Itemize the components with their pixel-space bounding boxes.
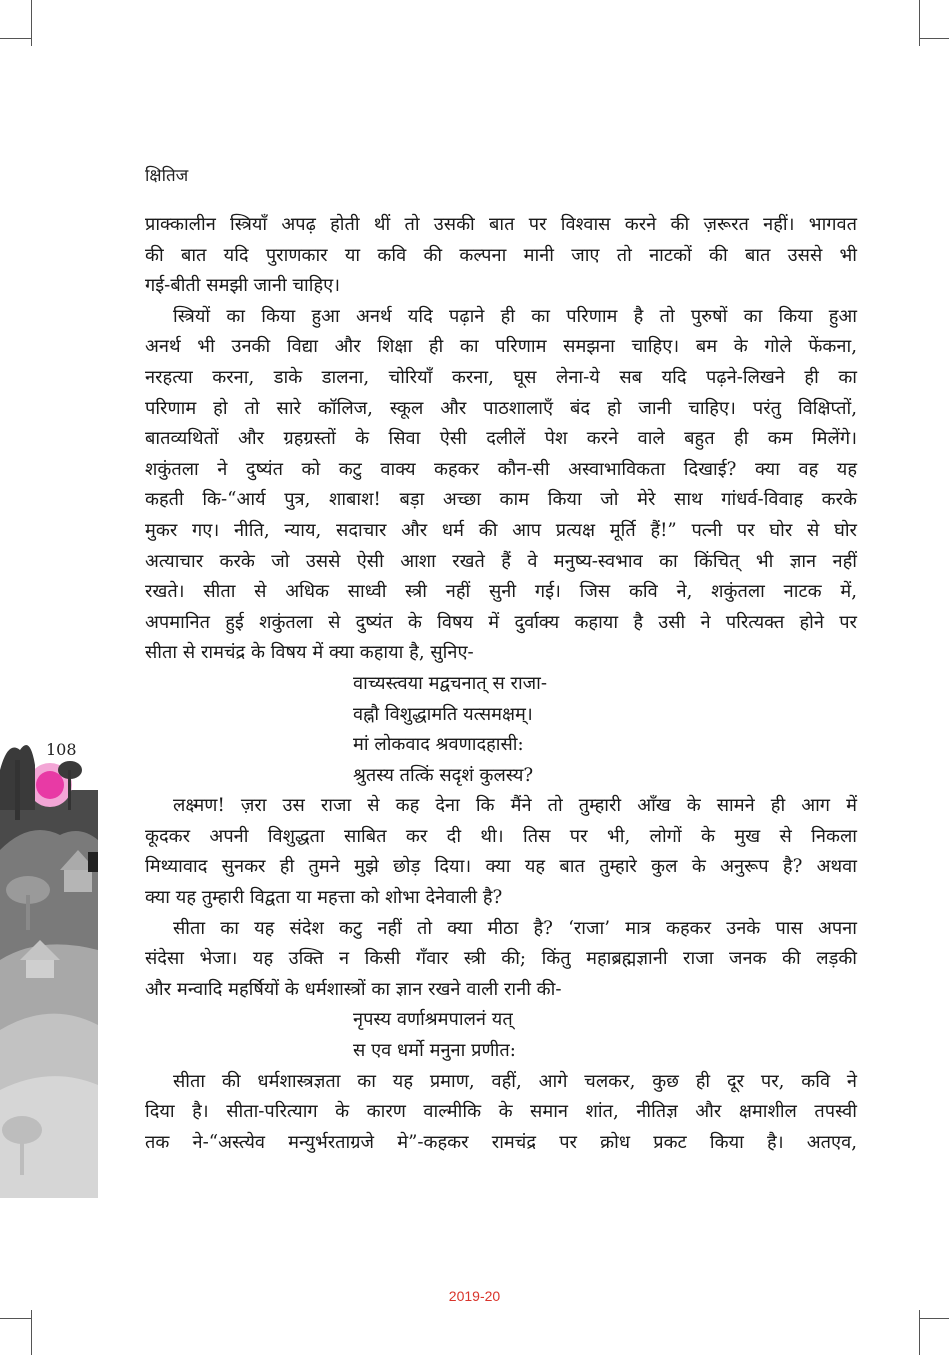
text-line: तक ने-“अस्त्येव मन्युर्भरताग्रजे मे”-कहकर रामचंद्र पर क्रोध प्रकट किया है। अतएव, bbox=[145, 1131, 857, 1153]
text-line: सीता से रामचंद्र के विषय में क्या कहाया है, सुनिए- bbox=[145, 642, 474, 664]
text-line: स्त्रियों का किया हुआ अनर्थ यदि पढ़ाने ही का परिणाम है तो पुरुषों का किया हुआ bbox=[173, 305, 857, 327]
text-line: अपमानित हुई शकुंतला से दुष्यंत के विषय में दुर्वाक्य कहाया है उसी ने परित्यक्त होने पर bbox=[145, 611, 857, 633]
verse-line: वह्नौ विशुद्धामति यत्समक्षम्। bbox=[353, 703, 533, 725]
side-illustration bbox=[0, 730, 98, 1198]
paragraph-5 bbox=[145, 1067, 857, 1159]
text-line: अत्याचार करके जो उससे ऐसी आशा रखते हैं वे मनुष्य-स्वभाव का किंचित् भी ज्ञान नहीं bbox=[145, 550, 857, 572]
verse-line: स एव धर्मो मनुना प्रणीत: bbox=[353, 1040, 516, 1062]
crop-mark-top-right-v bbox=[919, 0, 920, 46]
crop-mark-bottom-right-v bbox=[919, 1310, 920, 1355]
text-line: कहती कि-“आर्य पुत्र, शाबाश! बड़ा अच्छा काम किया जो मेरे साथ गांधर्व-विवाह करके bbox=[145, 489, 857, 511]
paragraph-1 bbox=[145, 210, 857, 302]
text-line: नरहत्या करना, डाके डालना, चोरियाँ करना, घूस लेना-ये सब यदि पढ़ने-लिखने ही का bbox=[145, 366, 857, 388]
text-line: प्राक्कालीन स्त्रियाँ अपढ़ होती थीं तो उसकी बात पर विश्वास करने की ज़रूरत नहीं। भागवत bbox=[145, 214, 857, 235]
sanskrit-verse-2 bbox=[145, 1005, 857, 1066]
text-line: की बात यदि पुराणकार या कवि की कल्पना मानी जाए तो नाटकों की बात उससे भी bbox=[145, 244, 857, 266]
text-line: क्या यह तुम्हारी विद्वता या महत्ता को शोभा देनेवाली है? bbox=[145, 887, 503, 909]
text-line: परिणाम हो तो सारे कॉलिज, स्कूल और पाठशालाएँ बंद हो जानी चाहिए। परंतु विक्षिप्तों, bbox=[145, 397, 857, 419]
text-line: सीता की धर्मशास्त्रज्ञता का यह प्रमाण, वहीं, आगे चलकर, कुछ ही दूर पर, कवि ने bbox=[173, 1070, 857, 1092]
crop-mark-bottom-left-h bbox=[0, 1318, 32, 1319]
text-line: शकुंतला ने दुष्यंत को कटु वाक्य कहकर कौन-सी अस्वाभाविकता दिखाई? क्या वह यह bbox=[145, 458, 857, 480]
text-line: मिथ्यावाद सुनकर ही तुमने मुझे छोड़ दिया। क्या यह बात तुम्हारे कुल के अनुरूप है? अथवा bbox=[145, 856, 857, 878]
text-line: अनर्थ भी उनकी विद्या और शिक्षा ही का परिणाम समझना चाहिए। बम के गोले फेंकना, bbox=[145, 336, 857, 358]
book-title-header: क्षितिज bbox=[145, 166, 189, 186]
text-line: दिया है। सीता-परित्याग के कारण वाल्मीकि के समान शांत, नीतिज्ञ और क्षमाशील तपस्वी bbox=[145, 1101, 857, 1123]
text-line: संदेसा भेजा। यह उक्ति न किसी गँवार स्त्री की; किंतु महाब्रह्मज्ञानी राजा जनक की लड़की bbox=[145, 948, 857, 970]
paragraph-2 bbox=[145, 302, 857, 669]
paragraph-3 bbox=[145, 791, 857, 913]
page-body bbox=[145, 210, 857, 1158]
sanskrit-verse-1 bbox=[145, 669, 857, 791]
crop-mark-top-left-v bbox=[31, 0, 32, 46]
text-line: और मन्वादि महर्षियों के धर्मशास्त्रों का ज्ञान रखने वाली रानी की- bbox=[145, 978, 562, 1000]
paragraph-4 bbox=[145, 914, 857, 1006]
text-line: लक्ष्मण! ज़रा उस राजा से कह देना कि मैंने तो तुम्हारी आँख के सामने ही आग में bbox=[173, 795, 857, 817]
text-line: कूदकर अपनी विशुद्धता साबित कर दी थी। तिस पर भी, लोगों के मुख से निकला bbox=[145, 825, 857, 847]
verse-line: श्रुतस्य तत्किं सदृशं कुलस्य? bbox=[353, 764, 534, 786]
page-number: 108 bbox=[46, 740, 77, 759]
landscape-illustration-icon bbox=[0, 730, 98, 1198]
crop-mark-top-left-h bbox=[0, 38, 32, 39]
verse-line: वाच्यस्त्वया मद्वचनात् स राजा- bbox=[353, 672, 548, 694]
crop-mark-bottom-left-v bbox=[31, 1310, 32, 1355]
footer-year: 2019-20 bbox=[448, 1288, 501, 1304]
crop-mark-bottom-right-h bbox=[919, 1318, 949, 1319]
text-line: बातव्यथितों और ग्रहग्रस्तों के सिवा ऐसी दलीलें पेश करने वाले बहुत ही कम मिलेंगे। bbox=[145, 428, 857, 450]
verse-line: मां लोकवाद श्रवणादहासी: bbox=[353, 734, 524, 756]
crop-mark-top-right-h bbox=[919, 38, 949, 39]
text-line: सीता का यह संदेश कटु नहीं तो क्या मीठा है? ‘राजा’ मात्र कहकर उनके पास अपना bbox=[173, 917, 857, 939]
text-line: रखते। सीता से अधिक साध्वी स्त्री नहीं सुनी गई। जिस कवि ने, शकुंतला नाटक में, bbox=[145, 581, 857, 603]
text-line: मुकर गए। नीति, न्याय, सदाचार और धर्म की आप प्रत्यक्ष मूर्ति हैं!” पत्नी पर घोर से घोर bbox=[145, 519, 857, 541]
verse-line: नृपस्य वर्णाश्रमपालनं यत् bbox=[353, 1009, 513, 1031]
text-line: गई-बीती समझी जानी चाहिए। bbox=[145, 275, 341, 297]
